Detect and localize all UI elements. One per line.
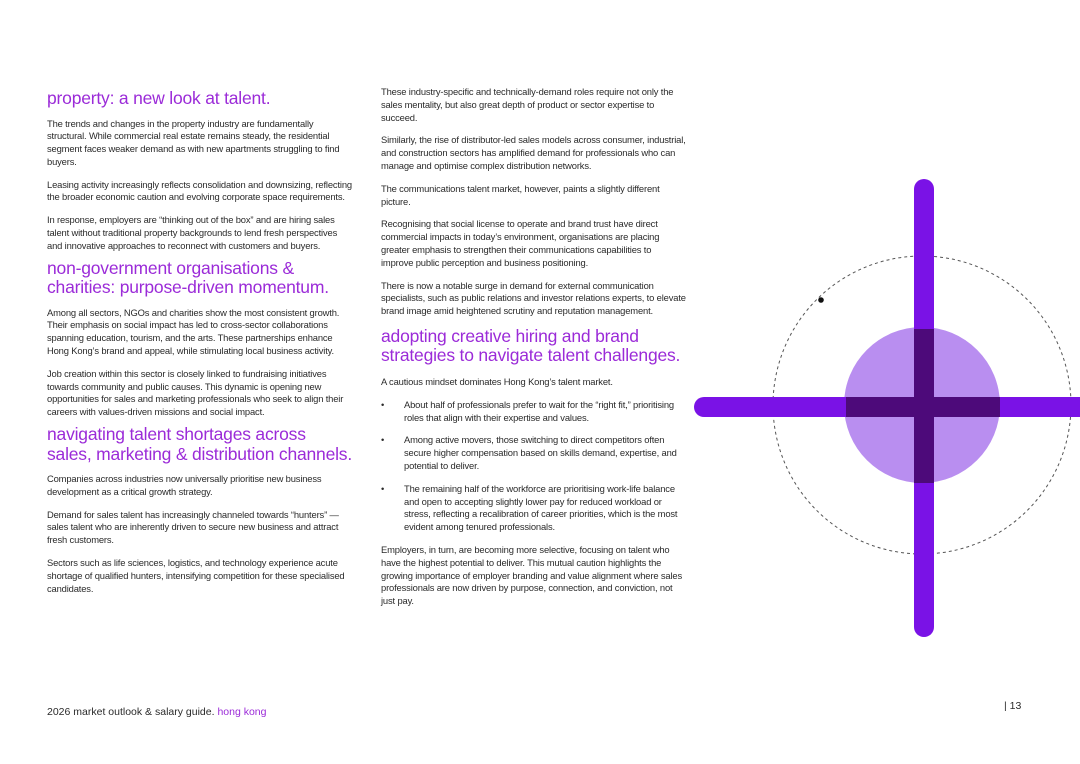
list-item bbox=[381, 483, 686, 534]
paragraph: Sectors such as life sciences, logistics, and technology experience acute shortage of qualified hunters, intensifying competition for these specialised candidates. bbox=[47, 557, 345, 594]
list-item-text: The remaining half of the workforce are prioritising work-life balance and open to accepting slightly lower pay for reduced workload or stress, reflecting a recalibration of career priorities, which is the most evident among tenured professionals. bbox=[404, 482, 678, 533]
middle-column bbox=[381, 86, 686, 618]
left-column bbox=[47, 86, 352, 605]
bullet-icon: • bbox=[381, 482, 385, 494]
bullet-icon: • bbox=[381, 398, 385, 410]
footer-title bbox=[47, 706, 266, 718]
page-number: | 13 bbox=[1004, 700, 1022, 712]
orbit-dot bbox=[818, 297, 824, 303]
paragraph: Job creation within this sector is closely linked to fundraising initiatives towards community and public causes. This dynamic is opening new opportunities for sales and marketing professionals who seek to align their careers with values-driven missions and social impact. bbox=[47, 367, 344, 418]
list-item bbox=[381, 434, 686, 472]
paragraph: Among all sectors, NGOs and charities show the most consistent growth. Their emphasis on social impact has led to cross-sector collaborations spanning education, tourism, and the arts. These partnerships enhance Hong Kong’s brand and appeal, while stimulating local business activity. bbox=[47, 306, 340, 357]
list-item-text: About half of professionals prefer to wait for the “right fit,” prioritising roles that align with their expertise and values. bbox=[404, 398, 674, 423]
paragraph: Similarly, the rise of distributor-led sales models across consumer, industrial, and construction sectors has amplified demand for professionals who can manage and optimise complex distribution networks. bbox=[381, 134, 686, 171]
paragraph: These industry-specific and technically-demand roles require not only the sales mentality, but also great depth of product or sector expertise to succeed. bbox=[381, 86, 674, 123]
decorative-cross-graphic bbox=[690, 175, 1080, 645]
section-heading-ngo: non-government organisations & charities: purpose-driven momentum. bbox=[47, 257, 329, 298]
paragraph: Demand for sales talent has increasingly channeled towards “hunters” — sales talent who are inherently driven to secure new business and attract fresh customers. bbox=[47, 508, 339, 546]
section-heading-property: property: a new look at talent. bbox=[47, 88, 271, 108]
paragraph-intro: A cautious mindset dominates Hong Kong’s talent market. bbox=[381, 375, 613, 387]
paragraph: Recognising that social license to operate and brand trust have direct commercial impacts in today’s environment, organisations are placing greater emphasis to strengthen their communications capabilities to improve public perception and business positioning. bbox=[381, 218, 660, 268]
guide-title: 2026 market outlook & salary guide. bbox=[47, 706, 215, 718]
paragraph: The trends and changes in the property industry are fundamentally structural. While commercial real estate remains steady, the residential segment faces weaker demand as with new apartments struggling to find buyers. bbox=[47, 117, 340, 167]
paragraph-closing: Employers, in turn, are becoming more selective, focusing on talent who have the highest potential to deliver. This mutual caution highlights the growing importance of employer branding and value alignment where sales professionals are now driven by purpose, connection, and conviction, not just pay. bbox=[381, 543, 682, 607]
paragraph: In response, employers are “thinking out of the box” and are hiring sales talent without traditional property backgrounds to lend fresh perspectives and innovative approaches to reconnect with customers and buyers. bbox=[47, 214, 338, 251]
bullet-list bbox=[381, 399, 686, 534]
list-item-text: Among active movers, those switching to direct competitors often secure higher compensation based on skills demand, expertise, and potential to deliver. bbox=[404, 434, 677, 471]
section-heading-talent-shortages: navigating talent shortages across sales, marketing & distribution channels. bbox=[47, 424, 353, 464]
section-heading-creative-hiring: adopting creative hiring and brand strategies to navigate talent challenges. bbox=[381, 325, 681, 366]
paragraph: The communications talent market, however, paints a slightly different picture. bbox=[381, 182, 660, 207]
paragraph: Leasing activity increasingly reflects consolidation and downsizing, reflecting the broader economic caution and evolving corporate space requirements. bbox=[47, 178, 352, 203]
list-item bbox=[381, 399, 686, 425]
paragraph: Companies across industries now universally prioritise new business development as a critical growth strategy. bbox=[47, 473, 322, 497]
paragraph: There is now a notable surge in demand for external communication specialists, such as public relations and investor relations experts, to elevate brand image amid heightened scrutiny and reputation management. bbox=[381, 279, 686, 317]
bullet-icon: • bbox=[381, 434, 385, 446]
region-label: hong kong bbox=[217, 706, 267, 718]
